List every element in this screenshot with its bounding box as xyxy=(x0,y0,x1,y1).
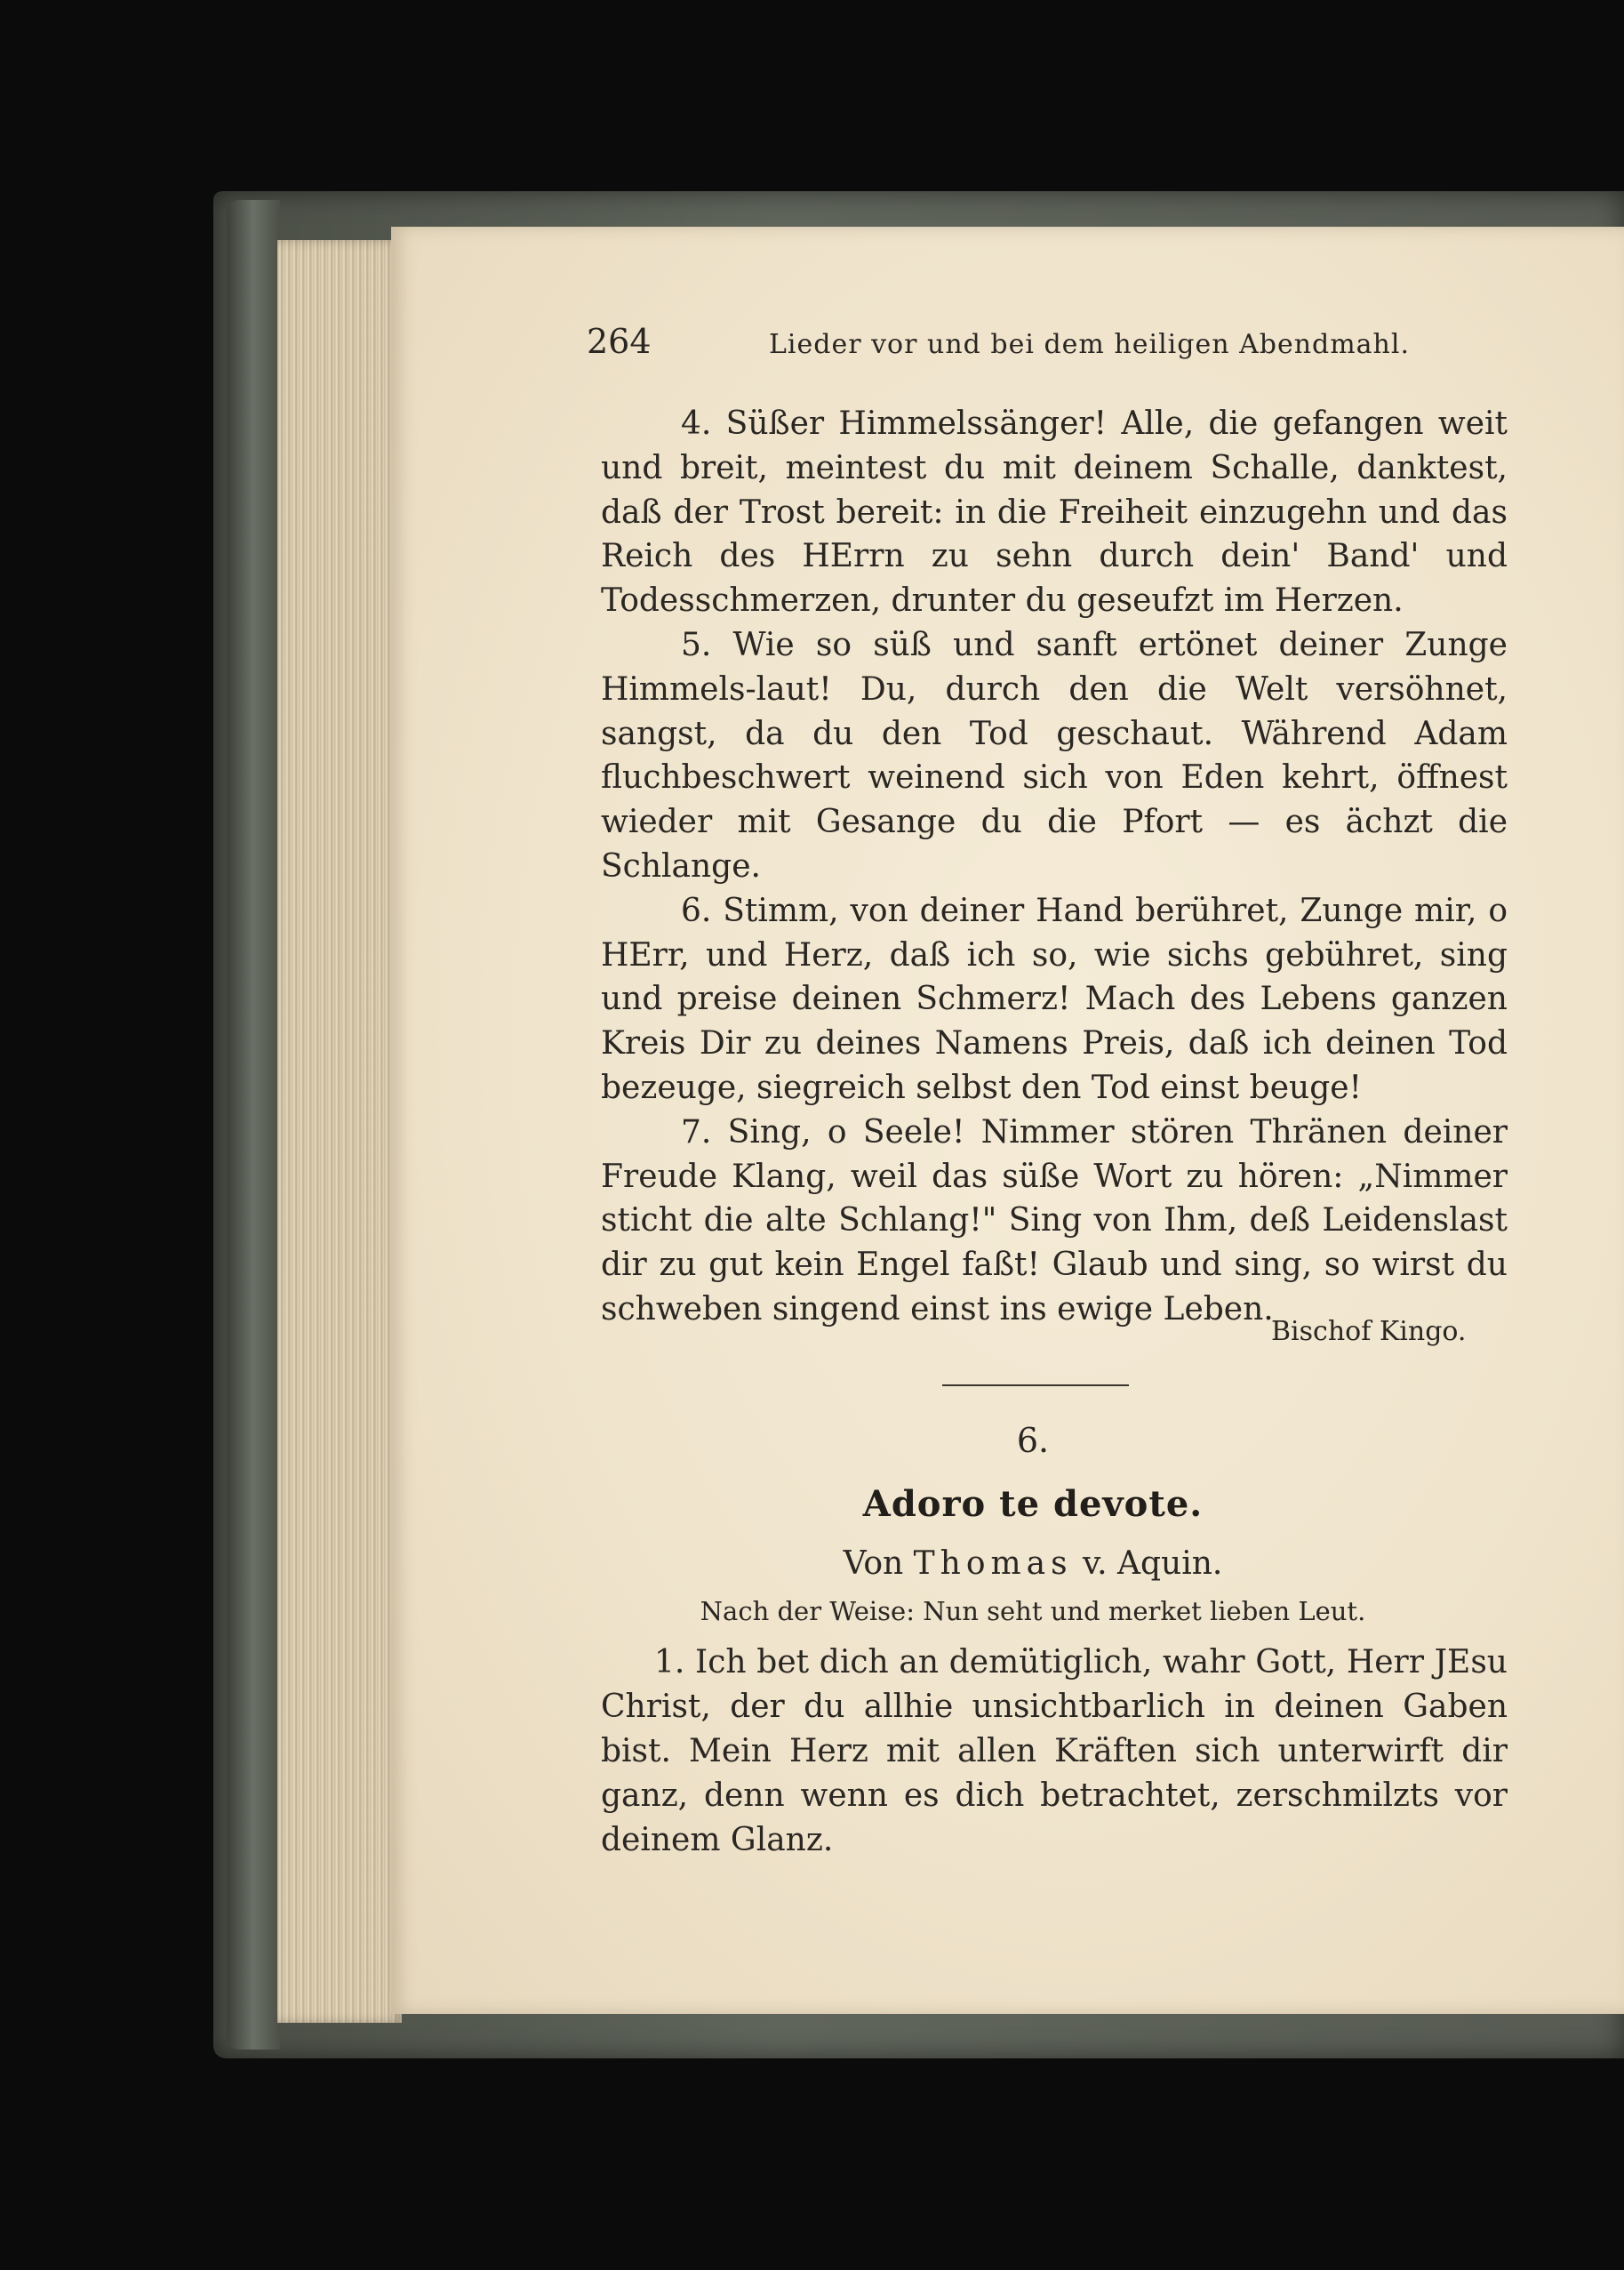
hymn-title: Adoro te devote. xyxy=(862,1483,1204,1525)
verse-6: 6. Stimm, von deiner Hand berühret, Zunge mir, o HErr, und Herz, daß ich so, wie sichs gebühret, sing und preise deinen Schmerz! Mach des Lebens ganzen Kreis Dir zu deines Namens Preis, daß ich deinen Tod bezeuge, siegreich selbst den Tod einst beuge! xyxy=(601,892,1508,1106)
book-spine xyxy=(227,200,280,2049)
verse-7: 7. Sing, o Seele! Nimmer stören Thränen deiner Freude Klang, weil das süße Wort zu hören: „Nimmer sticht die alte Schlang!" Sing von Ihm, deß Leidenslast dir zu gut kein Engel faßt! Glaub und sing, so wirst du schweben singend einst ins ewige Leben. xyxy=(601,1113,1508,1328)
verse-5: 5. Wie so süß und sanft ertönet deiner Zunge Himmels-laut! Du, durch den die Welt versöhnet, sangst, da du den Tod geschaut. Während Adam fluchbeschwert weinend sich von Eden kehrt, öffnest wieder mit Gesange du die Pfort — es ächzt die Schlange. xyxy=(601,626,1508,885)
page-edges xyxy=(277,240,402,2023)
author-suffix: v. Aquin. xyxy=(1083,1545,1223,1582)
section-divider xyxy=(942,1384,1129,1386)
section-number: 6. xyxy=(1016,1421,1050,1460)
page-number: 264 xyxy=(587,322,652,361)
hymn-melody: Nach der Weise: Nun seht und merket lieben Leut. xyxy=(700,1596,1366,1626)
author-name: Thomas xyxy=(913,1545,1073,1582)
verses-block xyxy=(601,402,1508,1332)
hymn-first-verse-block xyxy=(601,1640,1508,1863)
page-header xyxy=(569,322,1511,366)
hymn-author xyxy=(601,1545,1465,1582)
verse-4: 4. Süßer Himmelssänger! Alle, die gefangen weit und breit, meintest du mit deinem Schalle, danktest, daß der Trost bereit: in die Freiheit einzugehn und das Reich des HErrn zu sehn durch dein' Band' und Todesschmerzen, drunter du geseufzt im Herzen. xyxy=(601,405,1508,620)
hymn-verse-1: 1. Ich bet dich an demütiglich, wahr Gott, Herr JEsu Christ, der du allhie unsichtbarlich in deinen Gaben bist. Mein Herz mit allen Kräften sich unterwirft dir ganz, denn wenn es dich betrachtet, zerschmilzts vor deinem Glanz. xyxy=(601,1644,1508,1858)
hymn-attribution: Bischof Kingo. xyxy=(1271,1316,1467,1347)
running-title: Lieder vor und bei dem heiligen Abendmahl. xyxy=(769,329,1411,360)
author-prefix: Von xyxy=(843,1545,904,1582)
